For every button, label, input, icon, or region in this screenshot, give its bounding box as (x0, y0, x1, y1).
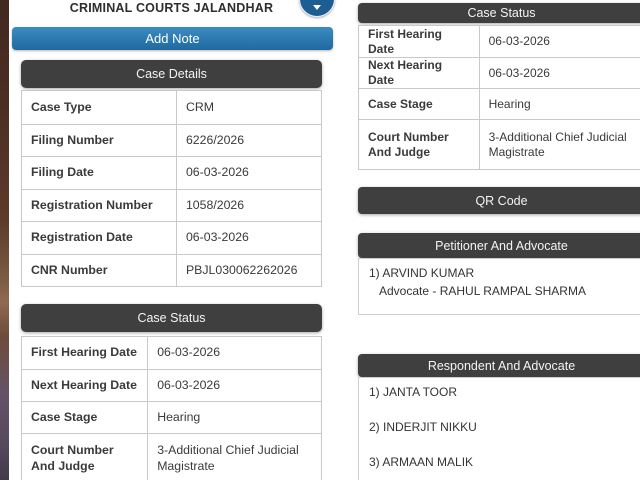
row-label: Next Hearing Date (359, 58, 480, 88)
row-label: Registration Number (22, 190, 177, 222)
row-value: 06-03-2026 (488, 34, 550, 48)
row-value: PBJL030062262026 (185, 262, 298, 277)
petitioner-advocate-header (358, 233, 640, 258)
add-note-button[interactable] (12, 27, 333, 50)
page-title: CRIMINAL COURTS JALANDHAR (69, 1, 274, 15)
left-panel (10, 0, 333, 480)
table-row (359, 119, 640, 169)
case-status-header-label: Case Status (467, 6, 536, 20)
table-row (22, 369, 321, 401)
row-label: Case Type (22, 91, 177, 124)
petitioner-advocate-name: Advocate - RAHUL RAMPAL SHARMA (379, 284, 586, 298)
row-value: 06-03-2026 (157, 377, 221, 392)
row-value: 6226/2026 (185, 132, 245, 147)
row-value: 1058/2026 (185, 197, 245, 212)
table-row (22, 156, 321, 189)
respondent-header-label: Respondent And Advocate (427, 358, 576, 373)
case-details-header-label: Case Details (136, 67, 207, 81)
table-row (359, 26, 640, 57)
row-value: 3-Additional Chief Judicial Magistrate (488, 129, 627, 159)
respondent-advocate-box (358, 377, 640, 480)
row-label: Court Number And Judge (22, 434, 148, 480)
case-status-table (21, 336, 322, 480)
table-row (359, 57, 640, 88)
row-label: Court Number And Judge (359, 120, 480, 169)
table-row (22, 254, 321, 287)
row-label: Filing Number (22, 125, 177, 157)
petitioner-header-label: Petitioner And Advocate (435, 238, 568, 253)
table-row (22, 433, 321, 480)
case-status-header (21, 304, 322, 332)
respondent-name: 2) INDERJIT NIKKU (369, 420, 477, 434)
row-label: First Hearing Date (22, 337, 148, 369)
table-row (22, 337, 321, 369)
row-label: Registration Date (22, 222, 177, 254)
table-row (22, 124, 321, 157)
row-value: Hearing (157, 409, 201, 424)
row-label: Filing Date (22, 157, 177, 189)
qr-code-header (358, 187, 640, 214)
petitioner-advocate-box (358, 258, 640, 315)
add-note-label: Add Note (145, 31, 200, 46)
qr-code-header-label: QR Code (475, 193, 528, 208)
respondent-advocate-header (358, 354, 640, 377)
row-label: CNR Number (22, 255, 177, 287)
background-photo-strip (0, 0, 9, 480)
table-row (22, 221, 321, 254)
row-label: Next Hearing Date (22, 370, 148, 401)
petitioner-name: 1) ARVIND KUMAR (369, 266, 475, 280)
respondent-name: 3) ARMAAN MALIK (369, 455, 474, 469)
chevron-down-icon (313, 5, 321, 10)
row-value: 06-03-2026 (185, 165, 249, 180)
case-details-header (21, 60, 322, 88)
row-value: Hearing (488, 96, 531, 111)
case-details-table (21, 90, 322, 287)
table-row (359, 88, 640, 119)
row-value: 3-Additional Chief Judicial Magistrate (157, 443, 299, 473)
table-row (22, 91, 321, 124)
row-label: Case Stage (359, 89, 480, 119)
row-value: 06-03-2026 (185, 230, 249, 245)
case-status-header (358, 3, 640, 23)
row-label: Case Stage (22, 402, 148, 433)
table-row (22, 401, 321, 433)
case-status-table (358, 25, 640, 170)
row-value: 06-03-2026 (157, 345, 221, 360)
row-value: 06-03-2026 (488, 65, 550, 80)
row-value: CRM (185, 99, 214, 114)
row-label: First Hearing Date (359, 26, 480, 57)
right-panel (358, 0, 640, 480)
respondent-name: 1) JANTA TOOR (369, 385, 458, 399)
table-row (22, 189, 321, 222)
case-status-header-label: Case Status (137, 311, 206, 325)
